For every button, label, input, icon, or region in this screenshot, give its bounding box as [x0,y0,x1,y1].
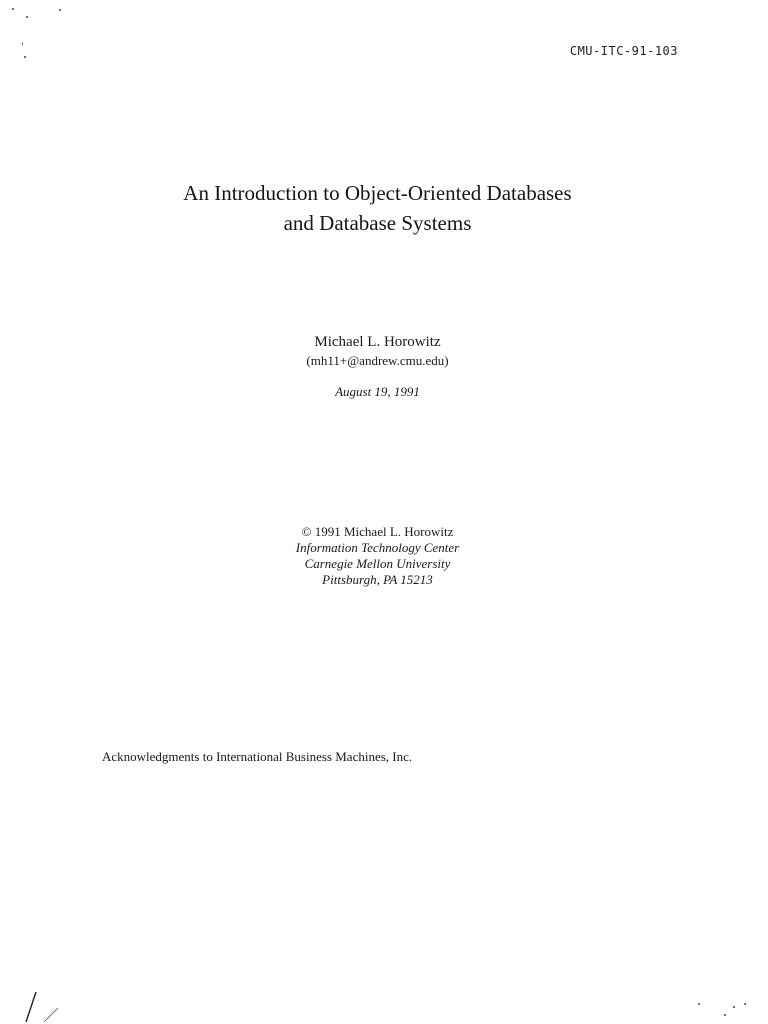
publication-date: August 19, 1991 [335,384,420,399]
scan-speck [24,56,26,58]
scan-speck [59,9,61,11]
scan-speck [698,1003,700,1005]
affiliation-line: Pittsburgh, PA 15213 [322,572,433,587]
scan-speck [733,1006,735,1008]
copyright-line: © 1991 Michael L. Horowitz [301,524,454,539]
author-block [0,332,755,400]
affiliation-line: Information Technology Center [295,540,460,555]
author-email: (mh11+@andrew.cmu.edu) [306,353,449,368]
scan-stroke-mark [18,990,58,1024]
scan-speck [12,8,14,10]
affiliation-line: Carnegie Mellon University [304,556,451,571]
report-number: CMU-ITC-91-103 [569,44,678,58]
scan-speck [744,1003,746,1005]
title-line-2: and Database Systems [283,211,472,235]
scan-speck [724,1014,726,1016]
title-line-1: An Introduction to Object-Oriented Databases [183,181,572,205]
document-title [0,178,755,238]
author-name: Michael L. Horowitz [314,334,441,350]
scan-speck [26,16,28,18]
copyright-block [0,524,755,588]
scan-speck [22,42,23,45]
acknowledgment: Acknowledgments to International Business Machines, Inc. [102,749,413,764]
